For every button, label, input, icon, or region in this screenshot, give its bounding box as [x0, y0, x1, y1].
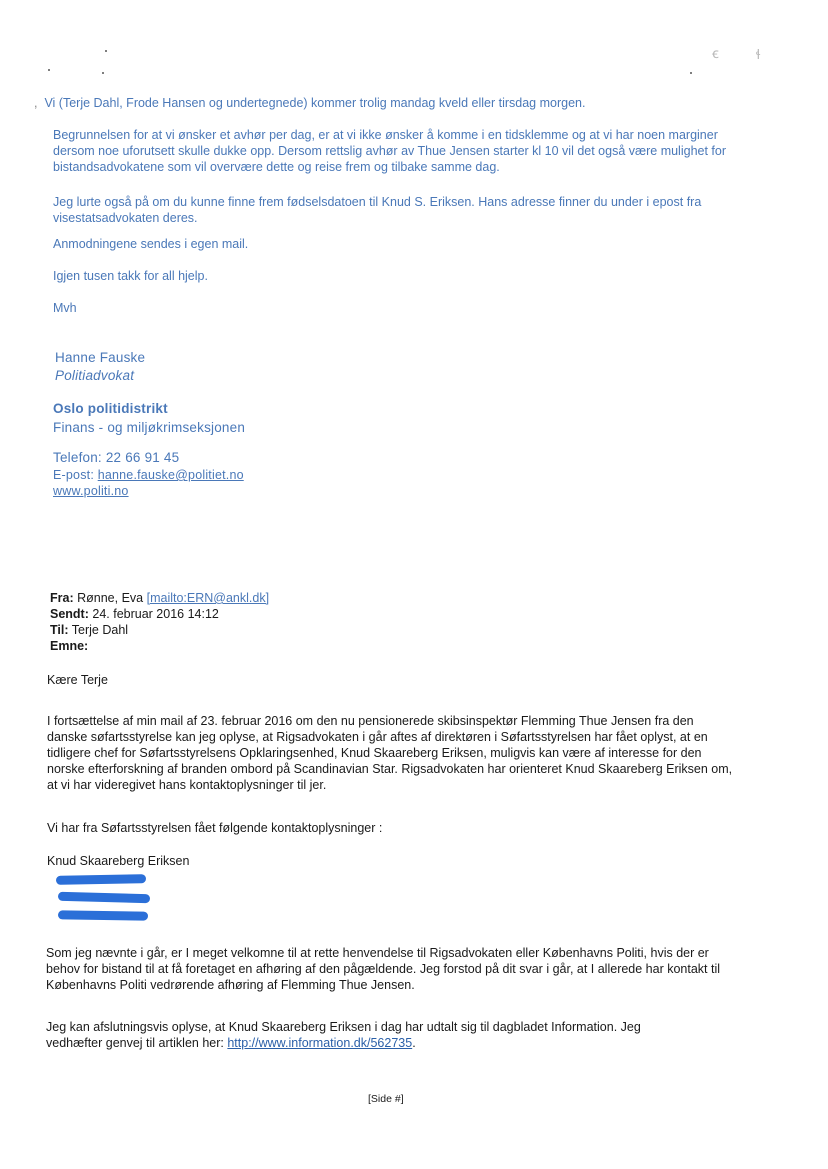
scan-smudge: ɬ [756, 46, 761, 62]
scan-speck [48, 69, 50, 71]
scan-speck [105, 50, 107, 52]
upper-line-1: , Vi (Terje Dahl, Frode Hansen og undertegnede) kommer trolig mandag kveld eller tirsdag morgen. [34, 96, 586, 110]
from-line: Fra: Rønne, Eva [mailto:ERN@ankl.dk] [50, 591, 270, 605]
email-header [50, 590, 269, 654]
redaction-mark [58, 892, 150, 903]
lower-paragraph-2: Vi har fra Søfartsstyrelsen fået følgende kontaktoplysninger : [47, 821, 383, 835]
signature-name: Hanne Fauske [55, 350, 146, 365]
scan-speck [102, 72, 104, 74]
web-link[interactable]: www.politi.no [53, 484, 129, 498]
redaction-mark [56, 874, 146, 885]
lower-paragraph-3: Som jeg nævnte i går, er I meget velkomne til at rette henvendelse til Rigsadvokaten eller Københavns Politi, hvis der er behov for bistand til at få foretaget en afhøring af den pågældende. Jeg forstod på dit svar i går, at I allerede har kontakt til Københavns Politi vedrørende afhøring af Flemming Thue Jensen. [46, 946, 721, 992]
sent-line: Sendt: 24. februar 2016 14:12 [50, 607, 219, 621]
subject-line: Emne: [50, 639, 89, 653]
signature-org: Oslo politidistrikt [53, 401, 168, 416]
signature-dept: Finans - og miljøkrimseksjonen [53, 420, 246, 435]
closing: Mvh [53, 301, 77, 315]
email-link[interactable]: hanne.fauske@politiet.no [97, 468, 244, 482]
mailto-link[interactable]: [mailto:ERN@ankl.dk] [146, 591, 270, 605]
lower-paragraph-4: Jeg kan afslutningsvis oplyse, at Knud Skaareberg Eriksen i dag har udtalt sig til dagbladet Information. Jeg vedhæfter genvej til artiklen her: http://www.information.dk/562735. [46, 1020, 641, 1050]
signature-email-line [53, 468, 244, 482]
page-number: [Side #] [368, 1093, 404, 1105]
signature-title: Politiadvokat [55, 368, 135, 383]
scan-speck [690, 72, 692, 74]
to-line: Til: Terje Dahl [50, 623, 129, 637]
upper-paragraph-3: Jeg lurte også på om du kunne finne frem fødselsdatoen til Knud S. Eriksen. Hans adresse finner du under i epost fra visestatsadvokaten deres. [53, 195, 702, 225]
redaction-mark [58, 910, 148, 920]
upper-paragraph-5: Igjen tusen takk for all hjelp. [53, 269, 208, 283]
upper-paragraph-4: Anmodningene sendes i egen mail. [53, 237, 249, 251]
contact-name: Knud Skaareberg Eriksen [47, 854, 190, 868]
greeting: Kære Terje [47, 673, 108, 687]
email-label: E-post: [53, 468, 94, 482]
signature-phone: Telefon: 22 66 91 45 [53, 450, 180, 465]
upper-paragraph-2: Begrunnelsen for at vi ønsker et avhør per dag, er at vi ikke ønsker å komme i en tidsklemme og at vi har noen marginer dersom noe uforutsett skulle dukke opp. Dersom rettslig avhør av Thue Jensen starter kl 10 vil det også være mulighet for bistandsadvokatene som vil overvære dette og reise frem og tilbake samme dag. [53, 128, 727, 174]
article-link[interactable]: http://www.information.dk/562735 [227, 1036, 413, 1050]
lower-paragraph-1: I fortsættelse af min mail af 23. februar 2016 om den nu pensionerede skibsinspektør Flemming Thue Jensen fra den danske søfartsstyrelse kan jeg oplyse, at Rigsadvokaten i går aftes af direktøren i Søfartsstyrelsen har fået oplyst, at en tidligere chef for Søfartsstyrelsens Opklaringsenhed, Knud Skaareberg Eriksen, muligvis kan være af interesse for den norske efterforskning af branden ombord på Scandinavian Star. Rigsadvokaten har orienteret Knud Skaareberg Eriksen om, at vi har videregivet hans kontaktoplysninger til jer. [47, 714, 733, 792]
scan-smudge: ꞓ [712, 45, 719, 61]
